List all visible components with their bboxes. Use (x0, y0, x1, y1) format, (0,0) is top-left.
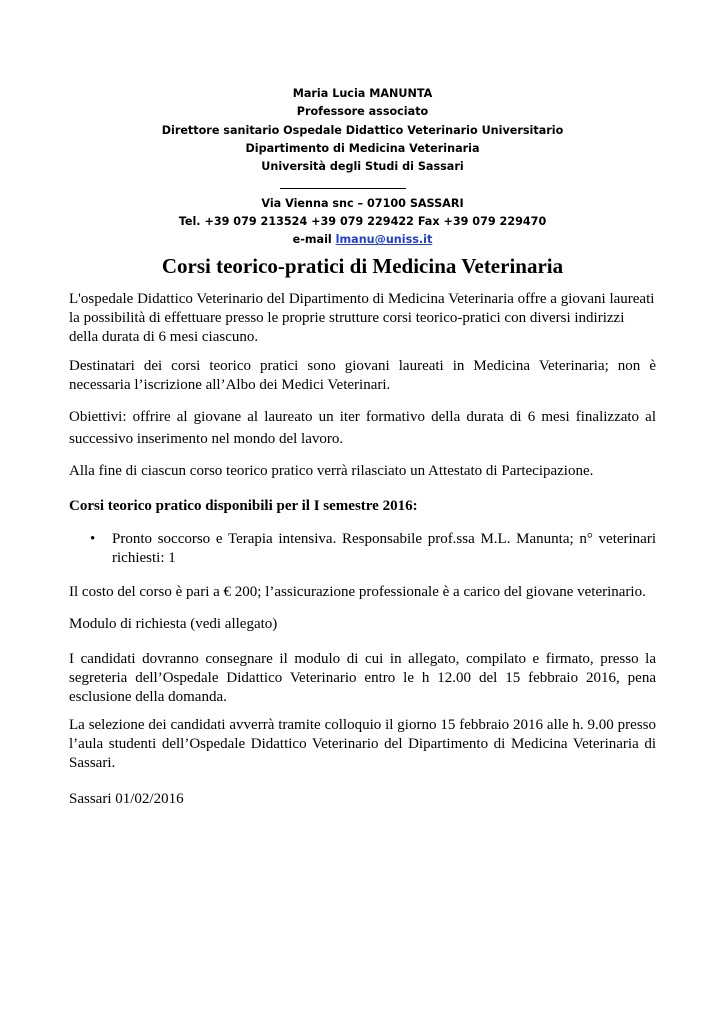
courses-list (90, 530, 656, 568)
document-title: Corsi teorico-pratici di Medicina Veterinaria (161, 254, 564, 278)
letterhead (0, 85, 725, 250)
submission-paragraph: I candidati dovranno consegnare il modulo di cui in allegato, compilato e firmato, presso la segreteria dell’Ospedale Didattico Veterinario entro le h 12.00 del 15 febbraio 2016, pena esclusione della domanda. (69, 651, 656, 705)
list-item (90, 530, 656, 568)
form-paragraph: Modulo di richiesta (vedi allegato) (69, 616, 278, 632)
university-name: Università degli Studi di Sassari (261, 160, 464, 174)
certificate-paragraph: Alla fine di ciascun corso teorico pratico verrà rilasciato un Attestato di Partecipazione. (69, 463, 594, 479)
courses-heading: Corsi teorico pratico disponibili per il I semestre 2016: (69, 498, 418, 514)
email-link[interactable]: lmanu@uniss.it (335, 233, 433, 247)
objectives-paragraph: Obiettivi: offrire al giovane al laureato un iter formativo della durata di 6 mesi finalizzato al successivo inserimento nel mondo del lavoro. (69, 409, 656, 447)
intro-paragraph: L'ospedale Didattico Veterinario del Dipartimento di Medicina Veterinaria offre a giovani laureati la possibilità di effettuare presso le proprie strutture corsi teorico-pratici con diversi indirizzi della durata di 6 mesi ciascuno. (69, 291, 655, 345)
email-label: e-mail (292, 233, 332, 247)
bullet-icon: • (90, 531, 96, 547)
recipients-paragraph: Destinatari dei corsi teorico pratici sono giovani laureati in Medicina Veterinaria; non è necessaria l’iscrizione all’Albo dei Medici Veterinari. (69, 358, 656, 393)
date-line: Sassari 01/02/2016 (69, 791, 184, 807)
author-name: Maria Lucia MANUNTA (292, 87, 433, 100)
email-line (0, 231, 725, 249)
author-position: Direttore sanitario Ospedale Didattico Veterinario Universitario (161, 123, 564, 137)
address-line: Via Vienna snc – 07100 SASSARI (261, 196, 464, 210)
selection-paragraph: La selezione dei candidati avverrà tramite colloquio il giorno 15 febbraio 2016 alle h. 9.00 presso l’aula studenti dell’Ospedale Didattico Veterinario del Dipartimento di Medicina Veterinaria di Sassari. (69, 717, 656, 771)
course-text: Pronto soccorso e Terapia intensiva. Responsabile prof.ssa M.L. Manunta; n° veterinari richiesti: 1 (112, 531, 656, 566)
letterhead-separator (0, 176, 725, 194)
author-role: Professore associato (296, 105, 429, 119)
department-name: Dipartimento di Medicina Veterinaria (245, 141, 480, 155)
cost-paragraph: Il costo del corso è pari a € 200; l’assicurazione professionale è a carico del giovane veterinario. (69, 584, 646, 600)
phone-line: Tel. +39 079 213524 +39 079 229422 Fax +39 079 229470 (178, 215, 547, 229)
